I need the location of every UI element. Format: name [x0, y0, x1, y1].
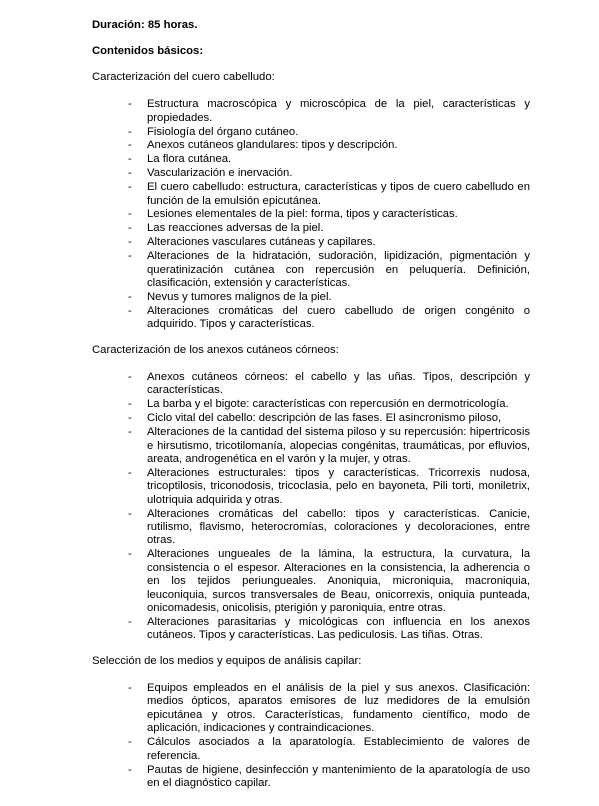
list-item: - Las reacciones adversas de la piel.: [128, 222, 324, 235]
list-item: - El cuero cabelludo: estructura, características y tipos de cuero cabelludo en función de la emulsión epicutánea.: [128, 181, 530, 207]
list-item: - Alteraciones de la hidratación, sudoración, lipidización, pigmentación y queratinización cutánea con repercusión en peluquería. Definición, clasificación, extensión y características.: [128, 250, 530, 289]
document-page: [92, 19, 530, 804]
list-item: - Ciclo vital del cabello: descripción de las fases. El asincronismo piloso,: [128, 412, 502, 425]
list-item: - Alteraciones cromáticas del cuero cabelludo de origen congénito o adquirido. Tipos y características.: [128, 304, 530, 331]
list-item: - La barba y el bigote: características con repercusión en dermotricología.: [128, 398, 509, 411]
list-item: - Alteraciones cromáticas del cabello: tipos y características. Canicie, rutilismo, flavismo, heterocromías, coloraciones y decoloraciones, entre otras.: [128, 507, 530, 547]
section-cuero-cabelludo: [92, 71, 530, 332]
list-item: - Lesiones elementales de la piel: forma, tipos y características.: [128, 208, 458, 221]
list-item: - Nevus y tumores malignos de la piel.: [128, 290, 332, 303]
list-item: - Anexos cutáneos glandulares: tipos y descripción.: [128, 139, 398, 152]
list-item: - Alteraciones de la cantidad del sistema piloso y su repercusión: hipertricosis e hirsutismo, tricotilomanía, alopecias congénitas, traumáticas, por efluvios, areata, androgenética en el varón y la mujer, y otras.: [128, 426, 530, 465]
section-title: Caracterización del cuero cabelludo:: [92, 70, 275, 83]
list-item: - Vascularización e inervación.: [128, 167, 293, 180]
list-item: - Cálculos asociados a la aparatología. Establecimiento de valores de referencia.: [128, 736, 530, 762]
list-item: - La flora cutánea.: [128, 153, 232, 166]
list-item: - Fisiología del órgano cutáneo.: [128, 125, 299, 138]
section-title: Selección de los medios y equipos de análisis capilar:: [92, 654, 362, 667]
list-item: - Alteraciones parasitarias y micológicas con influencia en los anexos cutáneos. Tipos y características. Las pediculosis. Las tiñas. Otras.: [128, 615, 530, 642]
list-item: - Alteraciones estructurales: tipos y características. Tricorrexis nudosa, tricoptilosis, triconodosis, tricoclasia, pelo en bayoneta, Pili torti, moniletrix, ulotriquia adquirida y otras.: [128, 466, 530, 506]
list-item: - Alteraciones ungueales de la lámina, la estructura, la curvatura, la consistencia o el espesor. Alteraciones en la consistencia, la adherencia o en los tejidos periungueales. Anoniquia, microniquia, macroniquia, leuconiquia, surcos transversales de Beau, onicorrexis, oniquia punteada, onicomadesis, onicolisis, pterigión y paroniquia, entre otras.: [128, 548, 530, 614]
duration-heading: Duración: 85 horas.: [92, 19, 198, 31]
item-list: [92, 682, 530, 790]
item-list: [92, 371, 530, 643]
list-item: - Anexos cutáneos córneos: el cabello y las uñas. Tipos, descripción y características.: [128, 371, 530, 397]
contents-heading: Contenidos básicos:: [92, 45, 204, 58]
list-item: - Equipos empleados en el análisis de la piel y sus anexos. Clasificación: medios ópticos, aparatos emisores de luz medidores de la emulsión epicutánea y otros. Características, fundamento científico, modo de aplicación, indicaciones y contraindicaciones.: [128, 682, 530, 735]
list-item: - Estructura macroscópica y microscópica de la piel, características y propiedades.: [128, 98, 530, 124]
section-anexos-corneos: [92, 344, 530, 643]
list-item: - Pautas de higiene, desinfección y mantenimiento de la aparatología de uso en el diagnóstico capilar.: [128, 763, 530, 789]
section-medios-equipos: [92, 655, 530, 791]
item-list: [92, 98, 530, 331]
section-title: Caracterización de los anexos cutáneos córneos:: [92, 343, 339, 356]
list-item: - Alteraciones vasculares cutáneas y capilares.: [128, 236, 376, 249]
